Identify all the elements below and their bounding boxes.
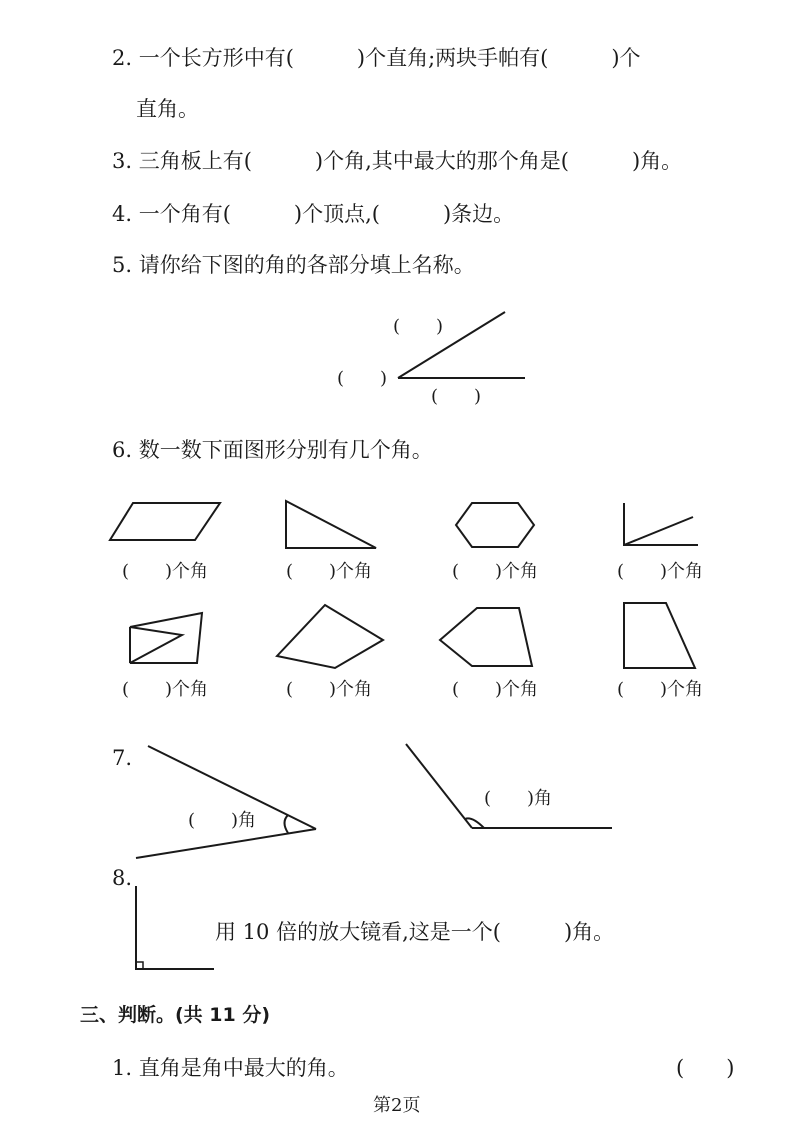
q8-text: 用 10 倍的放大镜看,这是一个( )角。 <box>215 920 615 944</box>
q8-number: 8. <box>112 866 133 890</box>
q2-line2: 直角。 <box>136 97 199 121</box>
section3-heading: 三、判断。(共 11 分) <box>80 1004 271 1026</box>
q2-line1: 2. 一个长方形中有( )个直角;两块手帕有( )个 <box>112 46 641 70</box>
q5-blank-side-bottom: ( ) <box>431 386 482 407</box>
q3-text: 3. 三角板上有( )个角,其中最大的那个角是( )角。 <box>112 149 683 173</box>
two-rays-angle-icon <box>615 495 715 555</box>
q4-text: 4. 一个角有( )个顶点,( )条边。 <box>112 202 515 226</box>
shape-caption-hexagon: ( )个角 <box>452 561 539 582</box>
bowtie-icon <box>120 605 210 675</box>
section3-item1-blank: ( ) <box>676 1056 735 1080</box>
page-number: 第2页 <box>373 1095 421 1116</box>
q7-angle2-label: ( )角 <box>484 788 553 809</box>
kite-quadrilateral-icon <box>270 600 390 670</box>
q5-prompt: 5. 请你给下图的角的各部分填上名称。 <box>112 253 475 277</box>
shape-caption-two-rays: ( )个角 <box>617 561 704 582</box>
q7-acute-angle-figure <box>130 740 330 870</box>
shape-caption-kite: ( )个角 <box>286 679 373 700</box>
q7-number: 7. <box>112 746 133 770</box>
shape-caption-bowtie: ( )个角 <box>122 679 209 700</box>
trapezoid-icon <box>618 600 708 670</box>
q5-blank-side-top: ( ) <box>393 316 444 337</box>
shape-caption-trapezoid: ( )个角 <box>617 679 704 700</box>
q5-blank-vertex: ( ) <box>337 368 388 389</box>
shape-caption-right-triangle: ( )个角 <box>286 561 373 582</box>
q7-angle1-label: ( )角 <box>188 810 257 831</box>
hexagon-icon <box>450 495 550 555</box>
parallelogram-icon <box>105 495 225 555</box>
shape-caption-pentagon: ( )个角 <box>452 679 539 700</box>
q6-prompt: 6. 数一数下面图形分别有几个角。 <box>112 438 433 462</box>
pentagon-icon <box>432 600 542 670</box>
shape-caption-parallelogram: ( )个角 <box>122 561 209 582</box>
right-triangle-icon <box>280 495 390 555</box>
section3-item1: 1. 直角是角中最大的角。 <box>112 1056 349 1080</box>
